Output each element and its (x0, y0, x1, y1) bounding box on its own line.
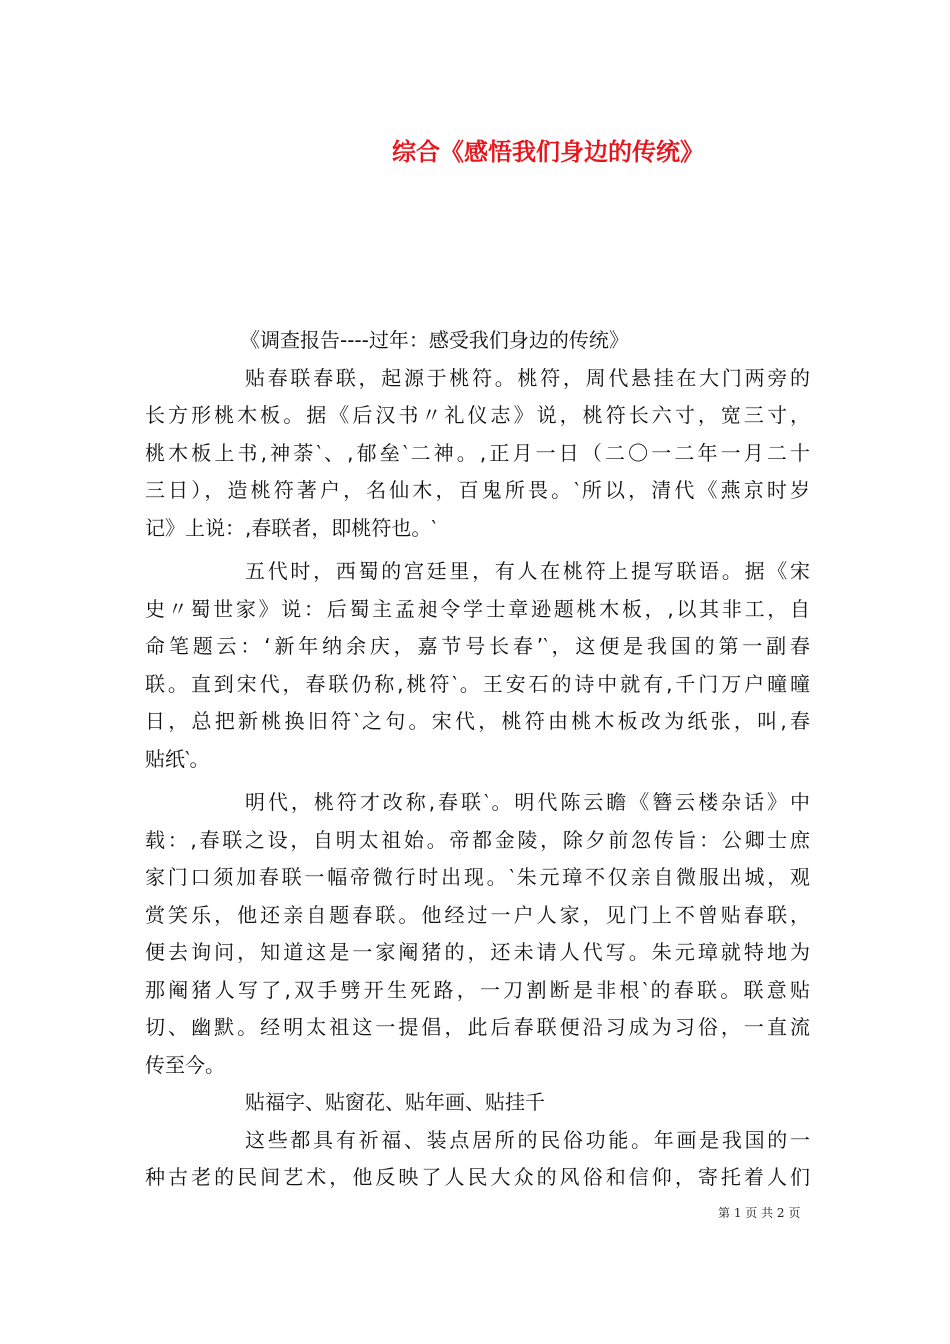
paragraph-line: 便去询问，知道这是一家阉猪的，还未请人代写。朱元璋就特地为 (145, 940, 810, 964)
paragraph-line: 赏笑乐，他还亲自题春联。他经过一户人家，见门上不曾贴春联， (145, 902, 810, 927)
paragraph-line: 那阉猪人写了,双手劈开生死路，一刀割断是非根‵的春联。联意贴 (145, 977, 810, 1002)
report-heading: 《调查报告----过年：感受我们身边的传统》 (240, 328, 629, 352)
paragraph-line: 种古老的民间艺术，他反映了人民大众的风俗和信仰，寄托着人们 (145, 1165, 810, 1189)
document-title: 综合《感悟我们身边的传统》 (392, 137, 704, 166)
paragraph-line: 史〃蜀世家》说：后蜀主孟昶令学士章逊题桃木板，,以其非工，自 (145, 596, 810, 621)
paragraph-line: 切、幽默。经明太祖这一提倡，此后春联便沿习成为习俗，一直流 (145, 1015, 810, 1039)
paragraph-line: 载：,春联之设，自明太祖始。帝都金陵，除夕前忽传旨：公卿士庶 (145, 827, 810, 852)
paragraph-line: 桃木板上书,神荼‵、,郁垒‵二神。,正月一日（二〇一二年一月二十 (145, 440, 810, 465)
paragraph-line: 家门口须加春联一幅帝微行时出现。‵朱元璋不仅亲自微服出城，观 (145, 865, 810, 889)
paragraph-line: 日，总把新桃换旧符‵之句。宋代，桃符由桃木板改为纸张，叫,春 (145, 709, 810, 733)
paragraph-line: 长方形桃木板。据《后汉书〃礼仪志》说，桃符长六寸，宽三寸， (145, 403, 810, 427)
paragraph-line: 命笔题云：‘新年纳余庆，嘉节号长春’‵，这便是我国的第一副春 (145, 634, 810, 658)
document-body (145, 322, 810, 1197)
section-subheading: 贴福字、贴窗花、贴年画、贴挂千 (245, 1090, 545, 1114)
paragraph-line: 这些都具有祈福、装点居所的民俗功能。年画是我国的一 (245, 1127, 810, 1152)
paragraph-line: 联。直到宋代，春联仍称,桃符‵。王安石的诗中就有,千门万户曈曈 (145, 671, 810, 696)
paragraph-line: 传至今。 (145, 1052, 225, 1077)
paragraph-line: 贴纸‵。 (145, 746, 210, 771)
paragraph-line: 记》上说：,春联者，即桃符也。‵ (145, 515, 436, 540)
paragraph-line: 三日），造桃符著户，名仙木，百鬼所畏。‵所以，清代《燕京时岁 (145, 478, 810, 502)
paragraph-line: 明代，桃符才改称,春联‵。明代陈云瞻《簪云楼杂话》中 (245, 790, 810, 814)
page-number-footer: 第 1 页 共 2 页 (718, 1206, 801, 1220)
paragraph-line: 贴春联春联，起源于桃符。桃符，周代悬挂在大门两旁的 (245, 365, 810, 390)
paragraph-line: 五代时，西蜀的宫廷里，有人在桃符上提写联语。据《宋 (245, 559, 810, 583)
